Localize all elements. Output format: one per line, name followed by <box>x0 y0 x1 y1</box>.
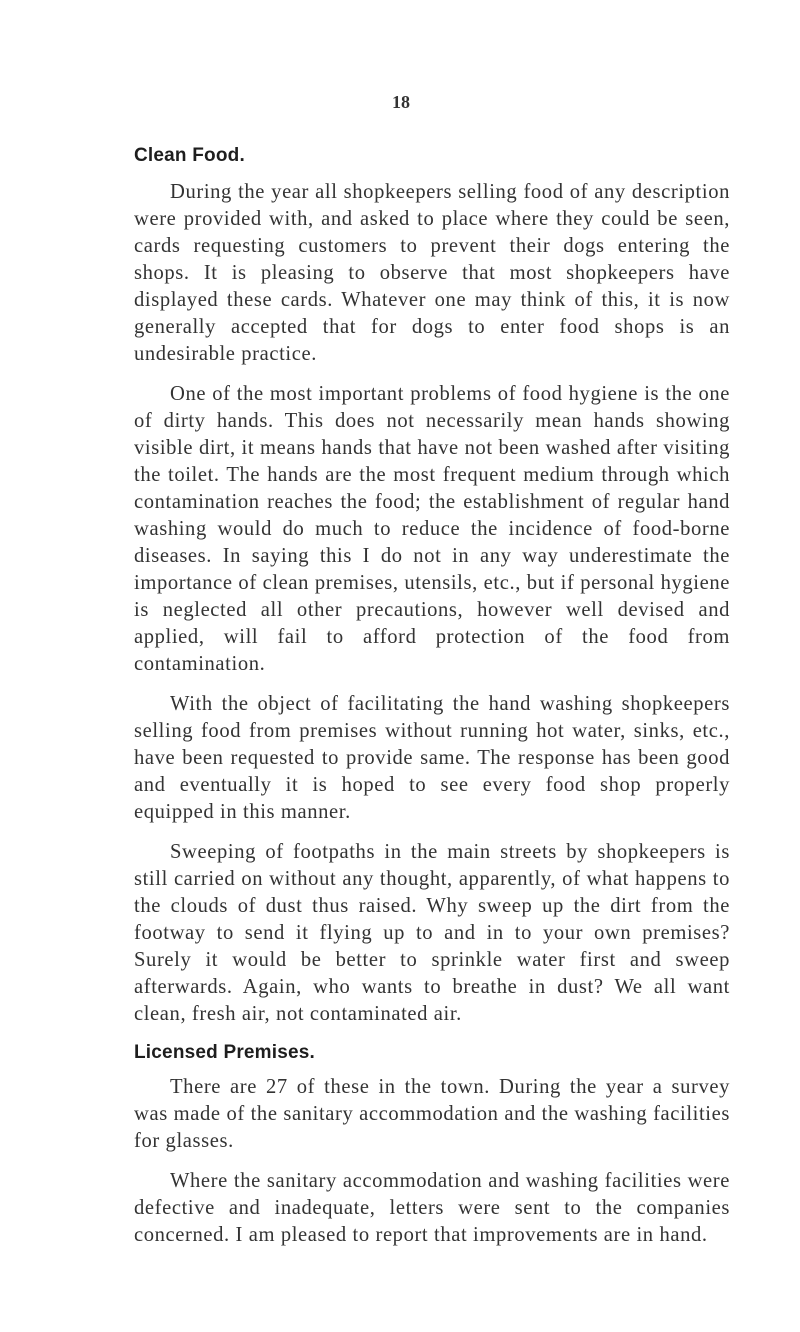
section-licensed-premises <box>134 1042 730 1262</box>
section-heading-licensed-premises: Licensed Premises. <box>134 1042 316 1063</box>
paragraph: One of the most important problems of food hygiene is the one of dirty hands. This does not necessarily mean hands showing visible dirt, it means hands that have not been washed after visiting the toilet. The hands are the most frequent medium through which contamination reaches the food; the establishment of regular hand washing would do much to reduce the incidence of food-borne diseases. In saying this I do not in any way underestimate the importance of clean premises, utensils, etc., but if personal hygiene is neglected all other precautions, however well devised and applied, will fail to afford protection of the food from contamination. <box>134 383 730 675</box>
paragraph: Where the sanitary accommodation and washing facilities were defective and inadequate, letters were sent to the companies concerned. I am pleased to report that improvements are in hand. <box>134 1170 730 1246</box>
paragraph: There are 27 of these in the town. During the year a survey was made of the sanitary accommodation and the washing facilities for glasses. <box>134 1076 730 1152</box>
section-heading-clean-food: Clean Food. <box>134 145 245 166</box>
page-number: 18 <box>392 92 410 112</box>
section-clean-food <box>134 145 730 1041</box>
paragraph: During the year all shopkeepers selling food of any description were provided with, and asked to place where they could be seen, cards requesting customers to prevent their dogs entering the shops. It is pleasing to observe that most shopkeepers have displayed these cards. Whatever one may think of this, it is now generally accepted that for dogs to enter food shops is an undesirable practice. <box>134 181 730 365</box>
paragraph: Sweeping of footpaths in the main streets by shopkeepers is still carried on without any thought, apparently, of what happens to the clouds of dust thus raised. Why sweep up the dirt from the footway to send it flying up to and in to your own premises? Surely it would be better to sprinkle water first and sweep afterwards. Again, who wants to breathe in dust? We all want clean, fresh air, not contaminated air. <box>134 841 730 1025</box>
paragraph: With the object of facilitating the hand washing shopkeepers selling food from premises without running hot water, sinks, etc., have been requested to provide same. The response has been good and eventually it is hoped to see every food shop properly equipped in this manner. <box>134 693 730 823</box>
